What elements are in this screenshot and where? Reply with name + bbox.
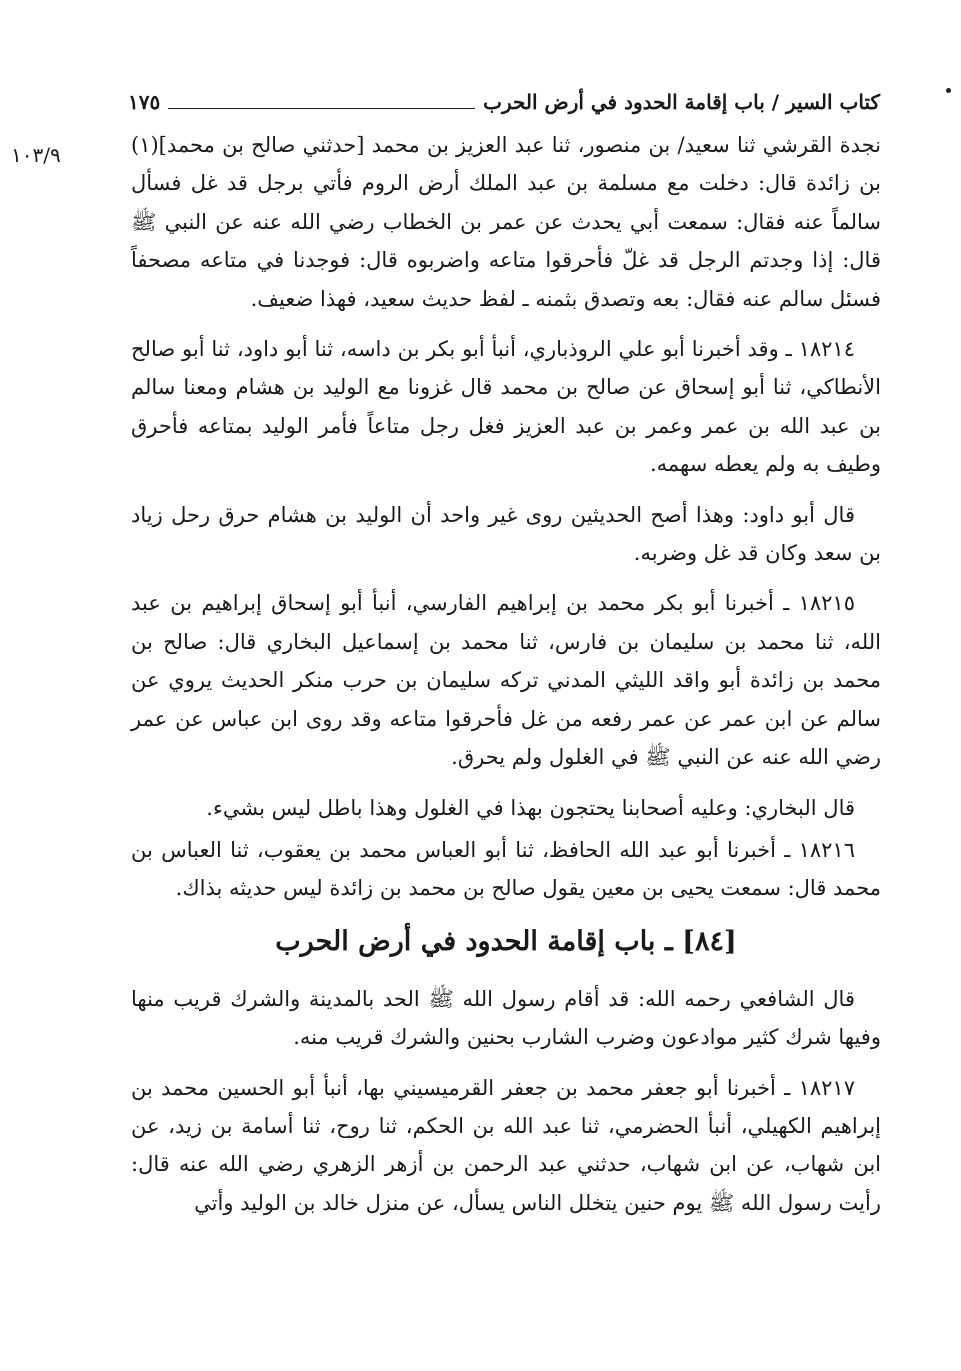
paragraph: قال البخاري: وعليه أصحابنا يحتجون بهذا في الغلول وهذا باطل ليس بشيء. <box>206 795 855 820</box>
paragraph: قال الشافعي رحمه الله: قد أقام رسول الله ﷺ الحد بالمدينة والشرك قريب منها وفيها شرك كثير موادعون وضرب الشارب بحنين والشرك قريب منه. <box>131 986 881 1050</box>
hadith-18215: ١٨٢١٥ ـ أخبرنا أبو بكر محمد بن إبراهيم الفارسي، أنبأ أبو إسحاق إبراهيم بن عبد الله، ثنا محمد بن سليمان بن فارس، ثنا محمد بن إسماعيل البخاري قال: صالح بن محمد بن زائدة أبو واقد الليثي المدني تركه سليمان بن حرب منكر الحديث يروي عن سالم عن ابن عمر عن عمر رفعه من غل فأحرقوا متاعه وقد روى ابن عباس عن عمر رضي الله عنه عن النبي ﷺ في الغلول ولم يحرق. <box>131 591 881 770</box>
hadith-18216: ١٨٢١٦ ـ أخبرنا أبو عبد الله الحافظ، ثنا أبو العباس محمد بن يعقوب، ثنا العباس بن محمد قال: سمعت يحيى بن معين يقول صالح بن محمد بن زائدة ليس حديثه بذاك. <box>131 837 881 901</box>
paragraph: نجدة القرشي ثنا سعيد/ بن منصور، ثنا عبد العزيز بن محمد [حدثني صالح بن محمد](١) بن زائدة قال: دخلت مع مسلمة بن عبد الملك أرض الروم فأتي برجل قد غل فسأل سالماً عنه فقال: سمعت أبي يحدث عن عمر بن الخطاب رضي الله عنه عن النبي ﷺ قال: إذا وجدتم الرجل قد غلّ فأحرقوا متاعه واضربوه قال: فوجدنا في متاعه مصحفاً فسئل سالم عنه فقال: بعه وتصدق بثمنه ـ لفظ حديث سعيد، فهذا ضعيف. <box>131 133 881 311</box>
running-title: كتاب السير / باب إقامة الحدود في أرض الحرب <box>483 90 880 114</box>
corner-mark <box>946 88 951 93</box>
margin-reference: ١٠٣/٩ <box>11 143 61 167</box>
hadith-18217: ١٨٢١٧ ـ أخبرنا أبو جعفر محمد بن جعفر القرميسيني بها، أنبأ أبو الحسين محمد بن إبراهيم الكهيلي، أنبأ الحضرمي، ثنا عبد الله بن الحكم، ثنا روح، ثنا أسامة بن زيد، عن ابن شهاب، عن ابن شهاب، حدثني عبد الرحمن بن أزهر الزهري رضي الله عنه قال: رأيت رسول الله ﷺ يوم حنين يتخلل الناس يسأل، عن منزل خالد بن الوليد وأتي <box>131 1075 881 1215</box>
paragraph: قال أبو داود: وهذا أصح الحديثين روى غير واحد أن الوليد بن هشام حرق رحل زياد بن سعد وكان قد غل وضربه. <box>131 502 881 566</box>
running-header <box>128 80 880 114</box>
hadith-18214: ١٨٢١٤ ـ وقد أخبرنا أبو علي الروذباري، أنبأ أبو بكر بن داسه، ثنا أبو داود، ثنا أبو صالح الأنطاكي، ثنا أبو إسحاق عن صالح بن محمد قال غزونا مع الوليد بن هشام ومعنا سالم بن عبد الله بن عمر وعمر بن عبد العزيز فغل رجل متاعاً فأمر الوليد بمتاعه فأحرق وطيف به ولم يعطه سهمه. <box>131 337 881 477</box>
text-body <box>131 126 881 1234</box>
chapter-heading: [٨٤] ـ باب إقامة الحدود في أرض الحرب <box>275 925 737 957</box>
page-number: ١٧٥ <box>128 90 161 114</box>
header-rule <box>168 108 475 109</box>
